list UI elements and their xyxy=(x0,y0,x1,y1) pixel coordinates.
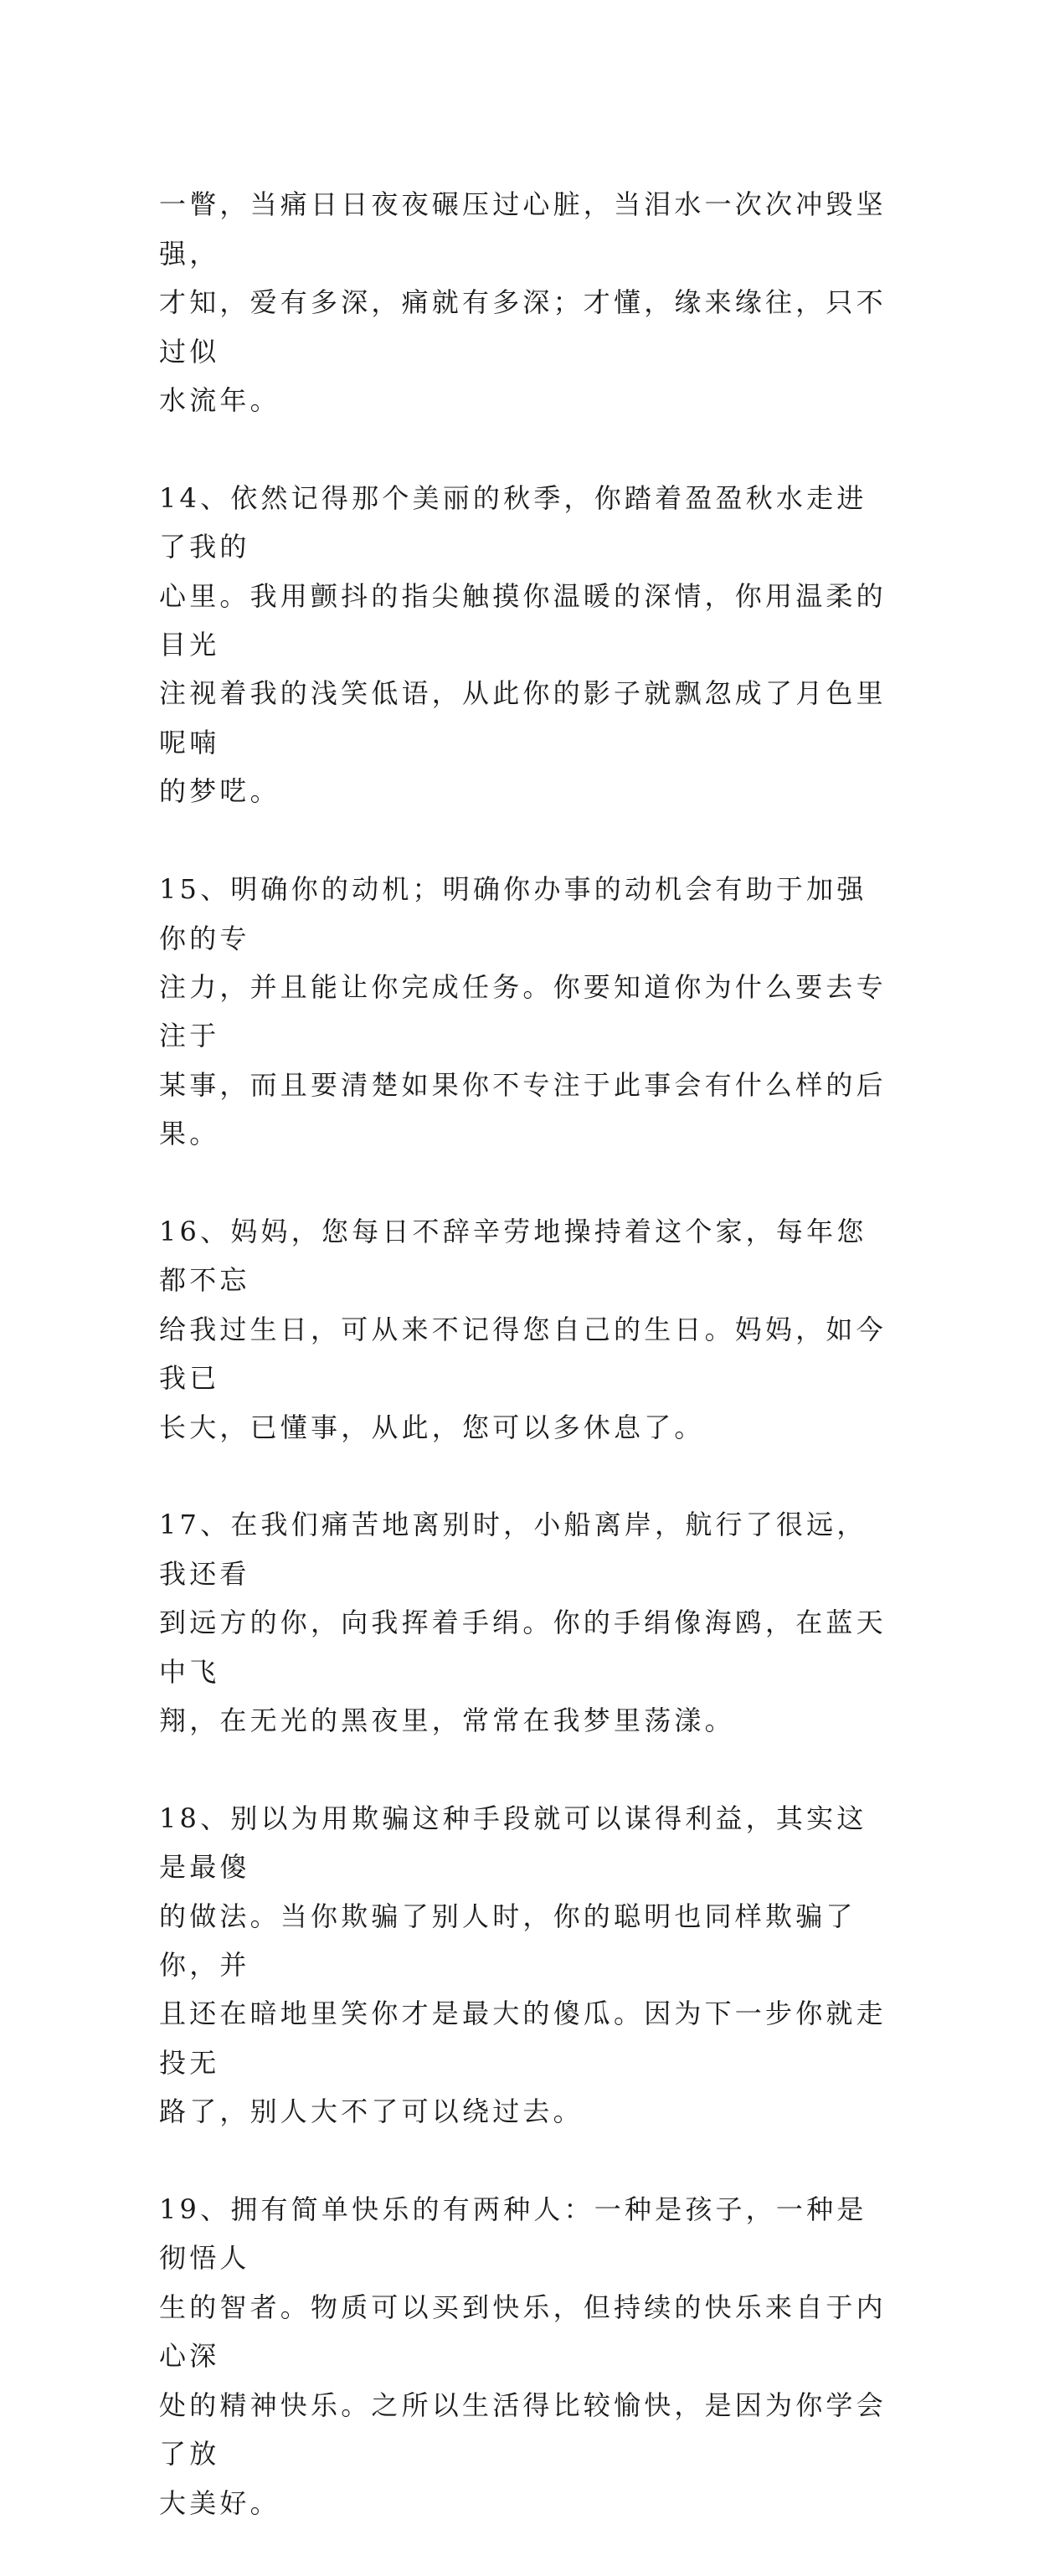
paragraph-item-14: 14、依然记得那个美丽的秋季，你踏着盈盈秋水走进了我的 心里。我用颤抖的指尖触摸你温暖的深情，你用温柔的目光 注视着我的浅笑低语，从此你的影子就飘忽成了月色里呢喃 的梦呓。 xyxy=(159,481,887,808)
document-body xyxy=(159,131,896,2576)
paragraph-item-18: 18、别以为用欺骗这种手段就可以谋得利益，其实这是最傻 的做法。当你欺骗了别人时，你的聪明也同样欺骗了你，并 且还在暗地里笑你才是最大的傻瓜。因为下一步你就走投无 路了，别人大不了可以绕过去。 xyxy=(159,1802,887,2128)
paragraph-item-15: 15、明确你的动机；明确你办事的动机会有助于加强你的专 注力，并且能让你完成任务。你要知道你为什么要去专注于 某事，而且要清楚如果你不专注于此事会有什么样的后果。 xyxy=(159,873,887,1150)
paragraph-continuation: 一瞥，当痛日日夜夜碾压过心脏，当泪水一次次冲毁坚强， 才知，爱有多深，痛就有多深；才懂，缘来缘往，只不过似 水流年。 xyxy=(159,188,887,417)
paragraph-item-19: 19、拥有简单快乐的有两种人：一种是孩子，一种是彻悟人 生的智者。物质可以买到快乐，但持续的快乐来自于内心深 处的精神快乐。之所以生活得比较愉快，是因为你学会了放 大美好。 xyxy=(159,2193,887,2519)
paragraph-item-16: 16、妈妈，您每日不辞辛劳地操持着这个家，每年您都不忘 给我过生日，可从来不记得您自己的生日。妈妈，如今我已 长大，已懂事，从此，您可以多休息了。 xyxy=(159,1215,887,1443)
paragraph-item-17: 17、在我们痛苦地离别时，小船离岸，航行了很远，我还看 到远方的你，向我挥着手绢。你的手绢像海鸥，在蓝天中飞 翔，在无光的黑夜里，常常在我梦里荡漾。 xyxy=(159,1509,887,1736)
